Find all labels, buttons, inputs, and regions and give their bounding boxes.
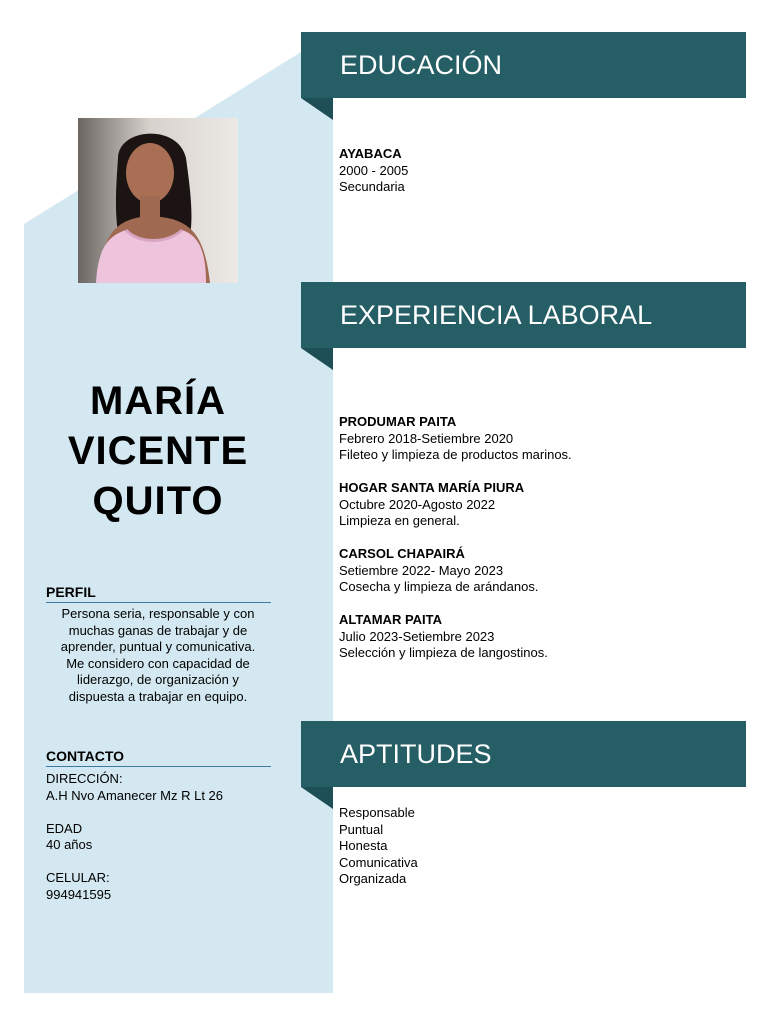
educacion-banner-fold <box>301 98 333 120</box>
experiencia-entry <box>339 480 572 530</box>
edad-value: 40 años <box>46 837 93 852</box>
entry-detail: Cosecha y limpieza de arándanos. <box>339 579 539 594</box>
experiencia-banner-fold <box>301 348 333 370</box>
contact-details <box>46 771 223 903</box>
aptitud-item: Honesta <box>339 838 388 853</box>
entry-period: Febrero 2018-Setiembre 2020 <box>339 430 514 446</box>
entry-period: Setiembre 2022- Mayo 2023 <box>339 562 504 578</box>
celular-value: 994941595 <box>46 886 112 902</box>
perfil-line: dispuesta a trabajar en equipo. <box>68 688 248 704</box>
entry-place: ALTAMAR PAITA <box>339 612 443 627</box>
experiencia-entry <box>339 414 572 464</box>
contacto-heading: CONTACTO <box>46 748 271 767</box>
entry-period: Julio 2023-Setiembre 2023 <box>339 628 495 644</box>
name-line-3: QUITO <box>92 479 224 523</box>
perfil-line: Persona seria, responsable y con <box>61 606 255 621</box>
perfil-line: muchas ganas de trabajar y de <box>68 622 248 638</box>
name-line-1: MARÍA <box>89 379 227 423</box>
educacion-entry <box>339 146 408 196</box>
perfil-line: Me considero con capacidad de <box>66 655 250 671</box>
perfil-heading: PERFIL <box>46 584 271 603</box>
entry-detail: Selección y limpieza de langostinos. <box>339 645 548 660</box>
aptitudes-banner-fold <box>301 787 333 809</box>
entry-period: 2000 - 2005 <box>339 162 409 178</box>
direccion-label: DIRECCIÓN: <box>46 771 123 786</box>
aptitud-item: Responsable <box>339 805 415 820</box>
entry-place: AYABACA <box>339 146 402 161</box>
perfil-text <box>44 606 272 705</box>
celular-label: CELULAR: <box>46 870 110 885</box>
entry-place: HOGAR SANTA MARÍA PIURA <box>339 480 525 495</box>
entry-detail: Limpieza en general. <box>339 513 460 528</box>
entry-period: Octubre 2020-Agosto 2022 <box>339 496 496 512</box>
entry-place: PRODUMAR PAITA <box>339 414 457 429</box>
aptitudes-list <box>339 805 418 888</box>
educacion-list <box>339 146 408 212</box>
experiencia-list <box>339 414 572 678</box>
profile-photo <box>78 118 238 283</box>
full-name <box>24 376 292 526</box>
experiencia-entry <box>339 612 572 662</box>
experiencia-banner: EXPERIENCIA LABORAL <box>301 282 746 348</box>
entry-place: CARSOL CHAPAIRÁ <box>339 546 465 561</box>
perfil-line: liderazgo, de organización y <box>77 672 239 687</box>
aptitud-item: Puntual <box>339 821 384 837</box>
edad-label: EDAD <box>46 820 83 836</box>
aptitudes-banner: APTITUDES <box>301 721 746 787</box>
aptitud-item: Organizada <box>339 871 407 886</box>
perfil-line: aprender, puntual y comunicativa. <box>60 639 256 654</box>
experiencia-entry <box>339 546 572 596</box>
name-line-2: VICENTE <box>67 429 249 473</box>
direccion-value: A.H Nvo Amanecer Mz R Lt 26 <box>46 787 224 803</box>
entry-detail: Fileteo y limpieza de productos marinos. <box>339 447 572 462</box>
aptitud-item: Comunicativa <box>339 854 418 870</box>
educacion-banner: EDUCACIÓN <box>301 32 746 98</box>
entry-detail: Secundaria <box>339 179 405 194</box>
